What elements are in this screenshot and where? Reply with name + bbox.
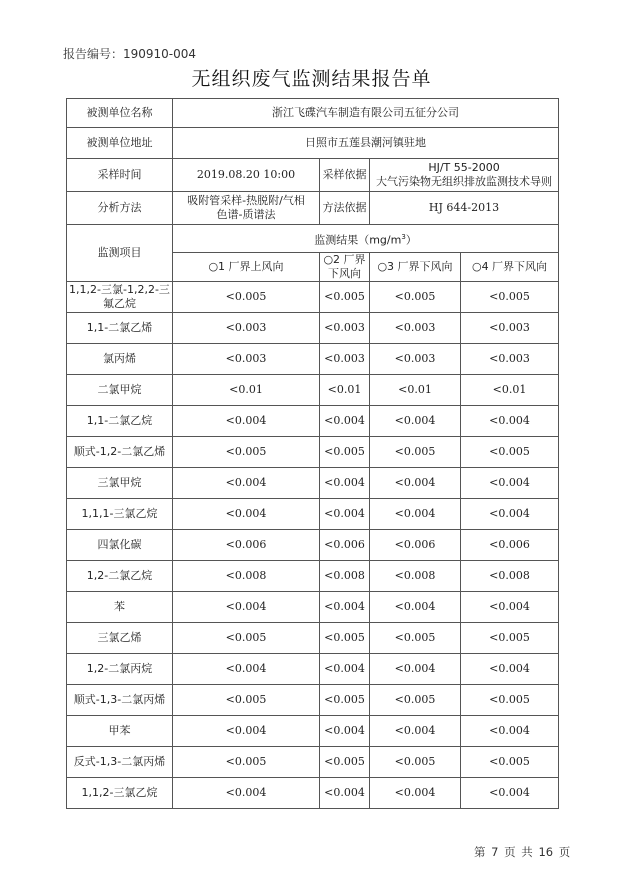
method-label: 分析方法 [67, 192, 173, 225]
item-name: 氯丙烯 [67, 344, 173, 375]
monitoring-result-table [66, 98, 559, 809]
result-cell: <0.004 [320, 406, 370, 437]
point-header-4: ○4 厂界下风向 [461, 253, 559, 282]
sample-basis-line-1: HJ/T 55-2000 [428, 161, 500, 174]
item-name: 1,2-二氯丙烷 [67, 654, 173, 685]
method-row [67, 192, 559, 225]
table-row [67, 499, 559, 530]
item-name: 1,2-二氯乙烷 [67, 561, 173, 592]
table-row [67, 282, 559, 313]
table-row [67, 375, 559, 406]
item-name: 四氯化碳 [67, 530, 173, 561]
result-header-sup: 3 [401, 232, 406, 241]
result-cell: <0.005 [320, 623, 370, 654]
result-cell: <0.004 [320, 468, 370, 499]
sample-basis-label: 采样依据 [320, 159, 370, 192]
result-cell: <0.003 [173, 313, 320, 344]
result-cell: <0.004 [320, 778, 370, 809]
result-cell: <0.004 [461, 716, 559, 747]
result-cell: <0.004 [370, 592, 461, 623]
unit-address-row [67, 128, 559, 159]
item-name: 1,1-二氯乙烷 [67, 406, 173, 437]
result-cell: <0.004 [461, 654, 559, 685]
result-cell: <0.004 [173, 468, 320, 499]
result-cell: <0.006 [173, 530, 320, 561]
result-header-row [67, 225, 559, 253]
result-cell: <0.004 [173, 778, 320, 809]
item-name: 三氯乙烯 [67, 623, 173, 654]
result-cell: <0.004 [370, 499, 461, 530]
result-cell: <0.004 [320, 499, 370, 530]
result-header-text: 监测结果（mg/m [314, 233, 402, 247]
result-cell: <0.004 [370, 654, 461, 685]
method-basis-value: HJ 644-2013 [370, 192, 559, 225]
result-cell: <0.004 [461, 592, 559, 623]
table-row [67, 623, 559, 654]
unit-name-row [67, 99, 559, 128]
method-basis-label: 方法依据 [320, 192, 370, 225]
result-cell: <0.004 [320, 654, 370, 685]
table-row [67, 747, 559, 778]
item-name: 1,1-二氯乙烯 [67, 313, 173, 344]
result-cell: <0.004 [461, 406, 559, 437]
result-cell: <0.005 [173, 747, 320, 778]
table-row [67, 685, 559, 716]
result-cell: <0.006 [370, 530, 461, 561]
result-cell: <0.004 [173, 592, 320, 623]
point-header-3: ○3 厂界下风向 [370, 253, 461, 282]
sample-row [67, 159, 559, 192]
unit-name-label: 被测单位名称 [67, 99, 173, 128]
table-row [67, 344, 559, 375]
result-cell: <0.005 [461, 623, 559, 654]
item-name: 1,1,2-三氯乙烷 [67, 778, 173, 809]
page-title: 无组织废气监测结果报告单 [191, 68, 432, 90]
result-cell: <0.003 [320, 313, 370, 344]
sample-time-value: 2019.08.20 10:00 [173, 159, 320, 192]
sample-time-label: 采样时间 [67, 159, 173, 192]
table-row [67, 406, 559, 437]
result-cell: <0.008 [461, 561, 559, 592]
item-name: 1,1,1-三氯乙烷 [67, 499, 173, 530]
result-cell: <0.01 [173, 375, 320, 406]
result-cell: <0.01 [461, 375, 559, 406]
result-cell: <0.005 [370, 623, 461, 654]
table-row [67, 313, 559, 344]
result-cell: <0.003 [461, 344, 559, 375]
result-cell: <0.005 [461, 437, 559, 468]
result-cell: <0.005 [370, 282, 461, 313]
result-cell: <0.005 [320, 747, 370, 778]
result-cell: <0.004 [461, 468, 559, 499]
result-cell: <0.005 [173, 623, 320, 654]
item-header: 监测项目 [67, 225, 173, 282]
result-cell: <0.004 [370, 468, 461, 499]
result-cell: <0.005 [320, 282, 370, 313]
method-value [173, 192, 320, 225]
table-row [67, 437, 559, 468]
result-cell: <0.008 [320, 561, 370, 592]
result-cell: <0.01 [320, 375, 370, 406]
method-line-1: 吸附管采样-热脱附/气相 [187, 194, 305, 207]
result-cell: <0.004 [370, 406, 461, 437]
sample-basis-value [370, 159, 559, 192]
unit-address-label: 被测单位地址 [67, 128, 173, 159]
result-cell: <0.005 [461, 685, 559, 716]
result-cell: <0.006 [461, 530, 559, 561]
result-cell: <0.01 [370, 375, 461, 406]
item-name: 甲苯 [67, 716, 173, 747]
item-name: 1,1,2-三氯-1,2,2-三氟乙烷 [67, 282, 173, 313]
page-footer: 第 7 页 共 16 页 [474, 845, 571, 859]
sample-basis-line-2: 大气污染物无组织排放监测技术导则 [376, 175, 553, 188]
item-name: 顺式-1,2-二氯乙烯 [67, 437, 173, 468]
result-cell: <0.005 [173, 282, 320, 313]
result-cell: <0.005 [461, 282, 559, 313]
result-cell: <0.004 [461, 499, 559, 530]
method-line-2: 色谱-质谱法 [216, 208, 276, 221]
table-row [67, 592, 559, 623]
unit-name-value: 浙江飞碟汽车制造有限公司五征分公司 [173, 99, 559, 128]
item-name: 反式-1,3-二氯丙烯 [67, 747, 173, 778]
item-name: 苯 [67, 592, 173, 623]
table-row [67, 778, 559, 809]
result-cell: <0.005 [173, 437, 320, 468]
result-cell: <0.004 [461, 778, 559, 809]
item-name: 三氯甲烷 [67, 468, 173, 499]
result-cell: <0.004 [320, 592, 370, 623]
result-cell: <0.003 [461, 313, 559, 344]
result-cell: <0.004 [173, 654, 320, 685]
point-header-2: ○2 厂界下风向 [320, 253, 370, 282]
item-name: 顺式-1,3-二氯丙烯 [67, 685, 173, 716]
point-header-1: ○1 厂界上风向 [173, 253, 320, 282]
table-row [67, 561, 559, 592]
table-row [67, 468, 559, 499]
table-row [67, 716, 559, 747]
result-cell: <0.003 [173, 344, 320, 375]
result-cell: <0.003 [370, 313, 461, 344]
result-cell: <0.003 [370, 344, 461, 375]
result-cell: <0.006 [320, 530, 370, 561]
table-row [67, 530, 559, 561]
item-name: 二氯甲烷 [67, 375, 173, 406]
result-cell: <0.005 [320, 437, 370, 468]
result-cell: <0.004 [173, 406, 320, 437]
result-cell: <0.005 [370, 747, 461, 778]
report-number: 报告编号：190910-004 [63, 47, 197, 61]
result-cell: <0.005 [461, 747, 559, 778]
result-cell: <0.003 [320, 344, 370, 375]
result-cell: <0.005 [320, 685, 370, 716]
result-cell: <0.004 [370, 716, 461, 747]
result-cell: <0.008 [173, 561, 320, 592]
result-cell: <0.005 [370, 437, 461, 468]
result-header [173, 225, 559, 253]
unit-address-value: 日照市五莲县潮河镇驻地 [173, 128, 559, 159]
result-cell: <0.004 [370, 778, 461, 809]
result-header-end: ） [405, 233, 417, 247]
result-cell: <0.004 [173, 716, 320, 747]
table-row [67, 654, 559, 685]
result-cell: <0.005 [173, 685, 320, 716]
result-cell: <0.004 [320, 716, 370, 747]
result-cell: <0.008 [370, 561, 461, 592]
result-cell: <0.005 [370, 685, 461, 716]
result-cell: <0.004 [173, 499, 320, 530]
